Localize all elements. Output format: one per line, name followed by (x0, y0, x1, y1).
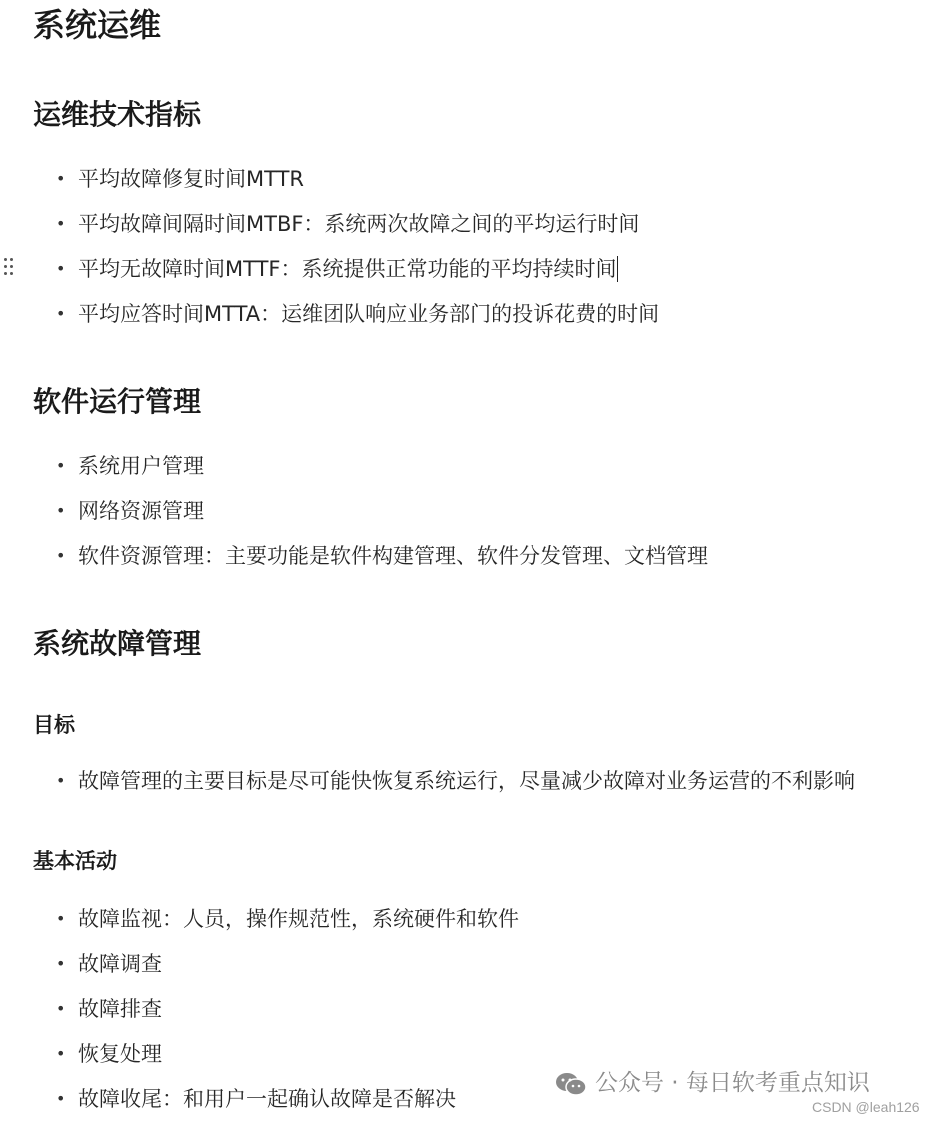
bullet: • (56, 546, 66, 565)
list-item-text: 故障排查 (78, 997, 162, 1021)
list-item[interactable] (56, 299, 659, 329)
bullet: • (56, 1044, 66, 1063)
bullet: • (56, 456, 66, 475)
drag-handle-icon[interactable] (2, 256, 16, 278)
bullet: • (56, 259, 66, 278)
list-item-text[interactable]: 平均无故障时间MTTF：系统提供正常功能的平均持续时间 (78, 257, 617, 281)
bullet: • (56, 954, 66, 973)
list-item-text: 系统用户管理 (78, 454, 204, 478)
bullet: • (56, 909, 66, 928)
list-item[interactable] (56, 209, 639, 239)
list-item[interactable] (56, 451, 204, 481)
list-item[interactable] (56, 541, 708, 571)
csdn-credit: CSDN @leah126 (812, 1099, 920, 1115)
bullet: • (56, 501, 66, 520)
bullet: • (56, 169, 66, 188)
bullet: • (56, 999, 66, 1018)
list-item[interactable] (56, 1084, 456, 1114)
list-item[interactable] (56, 949, 162, 979)
list-item[interactable] (56, 1039, 162, 1069)
list-item[interactable] (56, 254, 618, 284)
subsection-heading-basic-activities: 基本活动 (33, 849, 117, 873)
subsection-heading-goal: 目标 (33, 713, 75, 737)
text-cursor (617, 256, 618, 282)
section-heading-software-ops: 软件运行管理 (33, 385, 202, 418)
bullet: • (56, 1089, 66, 1108)
wechat-watermark (555, 1066, 870, 1100)
list-item[interactable] (56, 164, 304, 194)
list-item[interactable] (56, 496, 204, 526)
list-item[interactable] (56, 994, 162, 1024)
watermark-text: 公众号 · 每日软考重点知识 (595, 1070, 870, 1096)
bullet: • (56, 304, 66, 323)
list-item-text: 故障管理的主要目标是尽可能快恢复系统运行，尽量减少故障对业务运营的不利影响 (78, 769, 855, 793)
bullet: • (56, 771, 66, 790)
bullet: • (56, 214, 66, 233)
section-heading-ops-metrics: 运维技术指标 (33, 98, 202, 131)
wechat-icon (555, 1071, 587, 1097)
list-item-text: 恢复处理 (78, 1042, 162, 1066)
list-item[interactable] (56, 904, 519, 934)
list-item-text: 故障收尾：和用户一起确认故障是否解决 (78, 1087, 456, 1111)
section-heading-fault-management: 系统故障管理 (33, 627, 202, 660)
list-item-text: 故障调查 (78, 952, 162, 976)
list-item-text: 平均故障修复时间MTTR (78, 167, 304, 191)
list-item[interactable] (56, 766, 855, 796)
list-item-text: 网络资源管理 (78, 499, 204, 523)
page-title: 系统运维 (33, 6, 162, 44)
list-item-text: 平均应答时间MTTA：运维团队响应业务部门的投诉花费的时间 (78, 302, 660, 326)
list-item-text: 平均故障间隔时间MTBF：系统两次故障之间的平均运行时间 (78, 212, 640, 236)
list-item-text: 故障监视：人员，操作规范性，系统硬件和软件 (78, 907, 519, 931)
list-item-text: 软件资源管理：主要功能是软件构建管理、软件分发管理、文档管理 (78, 544, 708, 568)
